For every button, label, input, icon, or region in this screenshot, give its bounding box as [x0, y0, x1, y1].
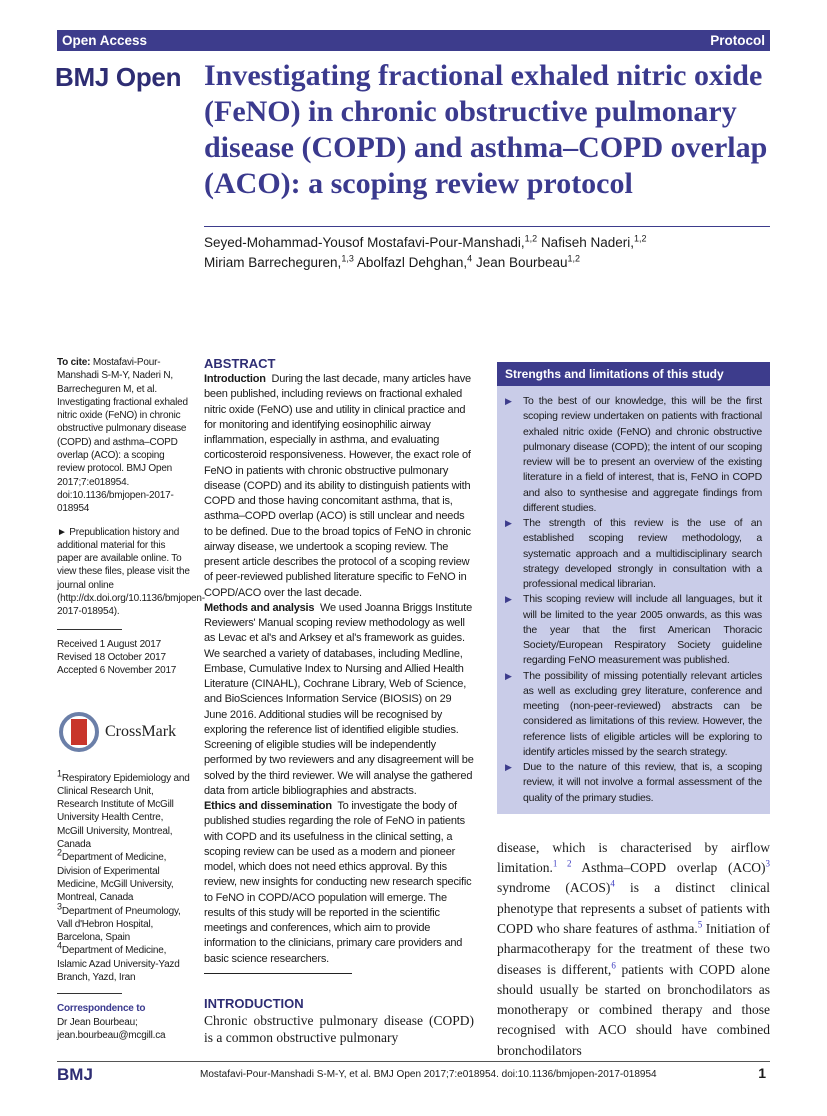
triangle-bullet-icon: ▶: [505, 594, 512, 605]
accepted-date: Accepted 6 November 2017: [57, 665, 177, 677]
reference-link[interactable]: 4: [610, 878, 615, 889]
list-item: ▶ The possibility of missing potentially relevant articles as well as excluding grey literature, conference and meeting (non-peer-reviewed) abstracts can be considered as limitations of this review. However, the reference lists of eligible articles will be exploring to identify articles missed by the search strategy.: [505, 669, 762, 758]
author: Jean Bourbeau: [475, 255, 568, 270]
crossmark-label: CrossMark: [105, 722, 177, 740]
cite-block: [57, 356, 192, 516]
title-divider: [204, 226, 770, 227]
cite-text: Mostafavi-Pour-Manshadi S-M-Y, Naderi N, Barrecheguren M, et al. Investigating fractional exhaled nitric oxide (FeNO) in chronic obstructive pulmonary disease (COPD) and asthma–COPD overlap (ACO): a scoping review protocol. BMJ Open 2017;7:e018954. doi:10.1136/bmjopen-2017-018954: [57, 357, 188, 515]
introduction-heading: INTRODUCTION: [204, 995, 304, 1011]
article-title: Investigating fractional exhaled nitric oxide (FeNO) in chronic obstructive pulmonary disease (COPD) and asthma–COPD overlap (ACO): a scoping review protocol: [204, 59, 768, 200]
divider: [204, 973, 352, 974]
article-header: [55, 58, 770, 356]
bmj-logo: BMJ: [57, 1065, 93, 1085]
affiliation-marker: 1,2: [633, 233, 647, 244]
affiliation-marker: 1,3: [341, 253, 354, 264]
list-item: ▶ To the best of our knowledge, this will be the first scoping review undertaken on patients with fractional exhaled nitric oxide (FeNO) and chronic obstructive pulmonary disease (COPD); the intent of our scoping review will be to present an overview of the existing literature in a field of interest, that is, FeNO in COPD and also to synthesise and aggregate findings from different studies.: [505, 395, 762, 514]
received-date: Received 1 August 2017: [57, 638, 162, 650]
page-footer: [57, 1061, 770, 1096]
list-item: ▶ Due to the nature of this review, that is, a scoping review, it will not involve a formal assessment of the quality of the primary studies.: [505, 761, 762, 804]
article-body: [57, 356, 770, 1061]
author-list: [204, 233, 770, 273]
footer-citation: Mostafavi-Pour-Manshadi S-M-Y, et al. BMJ Open 2017;7:e018954. doi:10.1136/bmjopen-2017-018954: [200, 1069, 657, 1081]
divider: [57, 629, 122, 630]
list-item: ▶ The strength of this review is the use of an established scoping review methodology, a systematic approach and a multidisciplinary search strategy developed strongly in consultation with a professional medical librarian.: [505, 517, 762, 590]
prepublication-note[interactable]: ► Prepublication history and additional material for this paper are available online. To view these files, please visit the journal online (http://dx.doi.org/10.1136/bmjopen-2017-018954).: [57, 526, 205, 618]
author: Abolfazl Dehghan,: [356, 255, 468, 270]
author: Nafiseh Naderi,: [540, 235, 634, 250]
affiliation: $^3$Department of Pneumology, Vall d'Hebron Hospital, Barcelona, Spain: [57, 901, 181, 944]
triangle-bullet-icon: ▶: [505, 762, 512, 772]
introduction-continued: disease, which is characterised by airflow limitation.$^{1 2}$ Asthma–COPD overlap (ACO)$^3$ syndrome (ACOS)$^4$ is a distinct clinical phenotype that represents a subset of patients with COPD who share features of asthma.$^5$ Initiation of pharmacotherapy for the treatment of these two diseases is different,$^6$ patients with COPD alone should usually be started on bronchodilators as monotherapy or combined therapy and those recognised with ACO should have combined bronchodilators: [497, 839, 770, 1058]
affiliation: $^1$Respiratory Epidemiology and Clinical Research Unit, Research Institute of McGill University Health Centre, McGill University, Montreal, Canada: [57, 768, 190, 851]
abstract-introduction: Introduction During the last decade, many articles have been published, including reviews on fractional exhaled nitric oxide (FeNO) use and utility in clinical practice and for monitoring and identifying eosinophilic airway inflammation, especially in asthma, and evaluating corticosteroid responsiveness. However, the exact role of FeNO in patients with chronic obstructive pulmonary disease (COPD) and its ability to distinguish patients with COPD and those having concomitant asthma, that is, asthma–COPD overlap (ACO) is still unclear and needs to be defined. Due to the broad topics of FeNO in chronic airway disease, we undertook a scoping review. The present article describes the protocol of a scoping review of peer-reviewed published literature specific to FeNO in COPD/ACO over the last decade.: [204, 373, 471, 599]
cite-label: To cite:: [57, 357, 91, 368]
affiliation: $^4$Department of Medicine, Islamic Azad University-Yazd Branch, Yazd, Iran: [57, 941, 180, 983]
crossmark-badge[interactable]: [59, 708, 192, 756]
reference-link[interactable]: 6: [611, 960, 616, 971]
list-item: ▶ This scoping review will include all languages, but it will be limited to the year 2005 onwards, as this was the year that the first American Thoracic Society/European Respiratory Society guideline regarding FeNO measurement was published.: [505, 593, 762, 667]
abstract-heading: ABSTRACT: [204, 356, 276, 371]
correspondence-name: Dr Jean Bourbeau;: [57, 1016, 138, 1028]
abstract-ethics: Ethics and dissemination To investigate the body of published studies regarding the role of FeNO in patients with COPD and its usefulness in the clinical setting, a scoping review can be used as a modern and pioneer model, which does not need ethics approval. By this review, new insights for conducting new research specific to FeNO in COPD/ACO population will emerge. The results of this study will be reported in the scientific meetings and conferences, which aim to provide information to the clinicians, primary care providers and basic science researchers.: [204, 800, 472, 965]
reference-link[interactable]: 3: [765, 858, 770, 869]
affiliation-marker: 1,2: [524, 233, 538, 244]
triangle-bullet-icon: ▶: [505, 518, 512, 528]
author: Seyed-Mohammad-Yousof Mostafavi-Pour-Manshadi,: [204, 235, 525, 250]
open-access-label: Open Access: [62, 33, 148, 48]
triangle-bullet-icon: ▶: [505, 396, 512, 406]
affiliation: $^2$Department of Medicine, Division of Experimental Medicine, McGill University, Montreal, Canada: [57, 847, 174, 904]
reference-link[interactable]: 1 2: [552, 858, 572, 869]
correspondence-email[interactable]: jean.bourbeau@mcgill.ca: [57, 1029, 166, 1041]
right-column: [497, 362, 770, 1061]
abstract-column: [204, 356, 474, 1047]
title-block: [204, 58, 770, 273]
box-heading: Strengths and limitations of this study: [497, 362, 770, 386]
affiliation-marker: 4: [467, 253, 473, 264]
crossmark-icon: [59, 712, 99, 752]
article-type-label: Protocol: [710, 33, 765, 48]
strengths-list: [497, 386, 770, 806]
sidebar-column: [57, 356, 205, 1042]
revised-date: Revised 18 October 2017: [57, 651, 166, 663]
journal-logo: BMJ Open: [55, 62, 182, 92]
page-number: 1: [758, 1065, 766, 1082]
header-bar: [57, 30, 770, 51]
author: Miriam Barrecheguren,: [204, 255, 342, 270]
affiliation-marker: 1,2: [567, 253, 581, 264]
abstract-methods: Methods and analysis We used Joanna Briggs Institute Reviewers' Manual scoping review methodology as well as Levac et al's and Arksey et al's framework as guides. We searched a variety of databases, including Medline, Embase, Cumulative Index to Nursing and Allied Health Literature (CINAHL), Cochrane Library, Web of Science, and BioSciences Information Service (BIOSIS) on 29 June 2016. Additional studies will be recognised by exploring the reference list of identified eligible studies. Screening of eligible studies will be independently performed by two reviewers and any disagreement will be solved by the third reviewer. We will analyse the gathered data from article bibliographies and abstracts.: [204, 601, 474, 797]
introduction-text: Chronic obstructive pulmonary disease (COPD) is a common obstructive pulmonary: [204, 1012, 474, 1046]
reference-link[interactable]: 5: [697, 919, 703, 930]
strengths-limitations-box: [497, 362, 770, 814]
affiliations: [57, 768, 192, 985]
divider: [57, 993, 122, 994]
triangle-bullet-icon: ▶: [505, 670, 512, 681]
correspondence-label: Correspondence to: [57, 1003, 146, 1015]
